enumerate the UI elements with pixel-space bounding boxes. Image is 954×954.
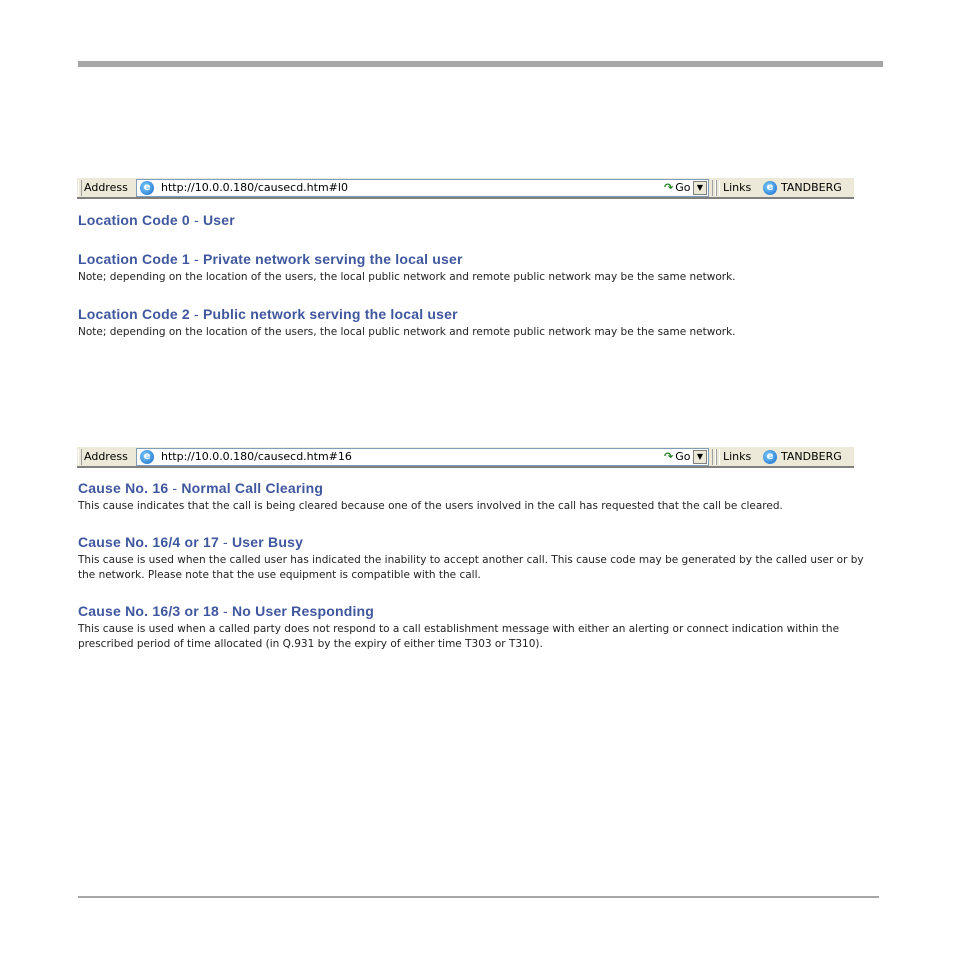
location-code-1 <box>78 251 868 285</box>
top-rule <box>78 61 883 67</box>
toolbar-separator <box>716 180 720 196</box>
go-label: Go <box>675 450 691 463</box>
ie-globe-icon: e <box>140 181 154 195</box>
location-heading: Location Code 2 - Public network serving the local user <box>78 306 458 322</box>
links-label[interactable]: Links <box>723 450 752 463</box>
ie-globe-icon: e <box>763 450 777 464</box>
location-code-0 <box>78 212 868 229</box>
location-note: Note; depending on the location of the users, the local public network and remote public network may be the same network. <box>78 326 736 338</box>
go-button[interactable] <box>664 181 690 194</box>
address-bar-2 <box>77 446 854 468</box>
address-url[interactable]: http://10.0.0.180/causecd.htm#16 <box>161 450 352 463</box>
cause-note: This cause indicates that the call is being cleared because one of the users involved in the call has requested that the call be cleared. <box>78 500 783 512</box>
location-note: Note; depending on the location of the users, the local public network and remote public network may be the same network. <box>78 271 736 283</box>
cause-note: This cause is used when a called party does not respond to a call establishment message with either an alerting or connect indication within the prescribed period of time allocated (in Q.931 by the expiry of either time T303 or T310). <box>78 623 840 650</box>
go-arrow-icon: ↷ <box>664 181 674 194</box>
link-tandberg[interactable]: TANDBERG <box>781 450 842 463</box>
location-heading: Location Code 0 - User <box>78 212 235 228</box>
location-heading: Location Code 1 - Private network serving the local user <box>78 251 463 267</box>
address-dropdown-icon[interactable]: ▼ <box>693 450 707 464</box>
link-tandberg[interactable]: TANDBERG <box>781 181 842 194</box>
ie-globe-icon: e <box>140 450 154 464</box>
toolbar-grip[interactable] <box>78 180 82 196</box>
location-code-2 <box>78 306 868 340</box>
bottom-rule <box>78 896 879 898</box>
cause-heading: Cause No. 16/4 or 17 - User Busy <box>78 534 304 550</box>
cause-heading: Cause No. 16/3 or 18 - No User Responding <box>78 603 375 619</box>
address-input[interactable] <box>136 448 709 466</box>
cause-heading: Cause No. 16 - Normal Call Clearing <box>78 480 324 496</box>
cause-18 <box>78 603 868 652</box>
address-label: Address <box>84 181 128 194</box>
links-label[interactable]: Links <box>723 181 752 194</box>
address-dropdown-icon[interactable]: ▼ <box>693 181 707 195</box>
address-input[interactable] <box>136 179 709 197</box>
toolbar-separator <box>716 449 720 465</box>
cause-16 <box>78 480 868 514</box>
go-arrow-icon: ↷ <box>664 450 674 463</box>
toolbar-grip[interactable] <box>78 449 82 465</box>
go-button[interactable] <box>664 450 690 463</box>
cause-note: This cause is used when the called user has indicated the inability to accept another call. This cause code may be generated by the called user or by the network. Please note that the use equipment is compatible with the call. <box>78 554 864 581</box>
address-url[interactable]: http://10.0.0.180/causecd.htm#l0 <box>161 181 348 194</box>
cause-17 <box>78 534 868 583</box>
address-bar-1 <box>77 177 854 199</box>
go-label: Go <box>675 181 691 194</box>
ie-globe-icon: e <box>763 181 777 195</box>
address-label: Address <box>84 450 128 463</box>
